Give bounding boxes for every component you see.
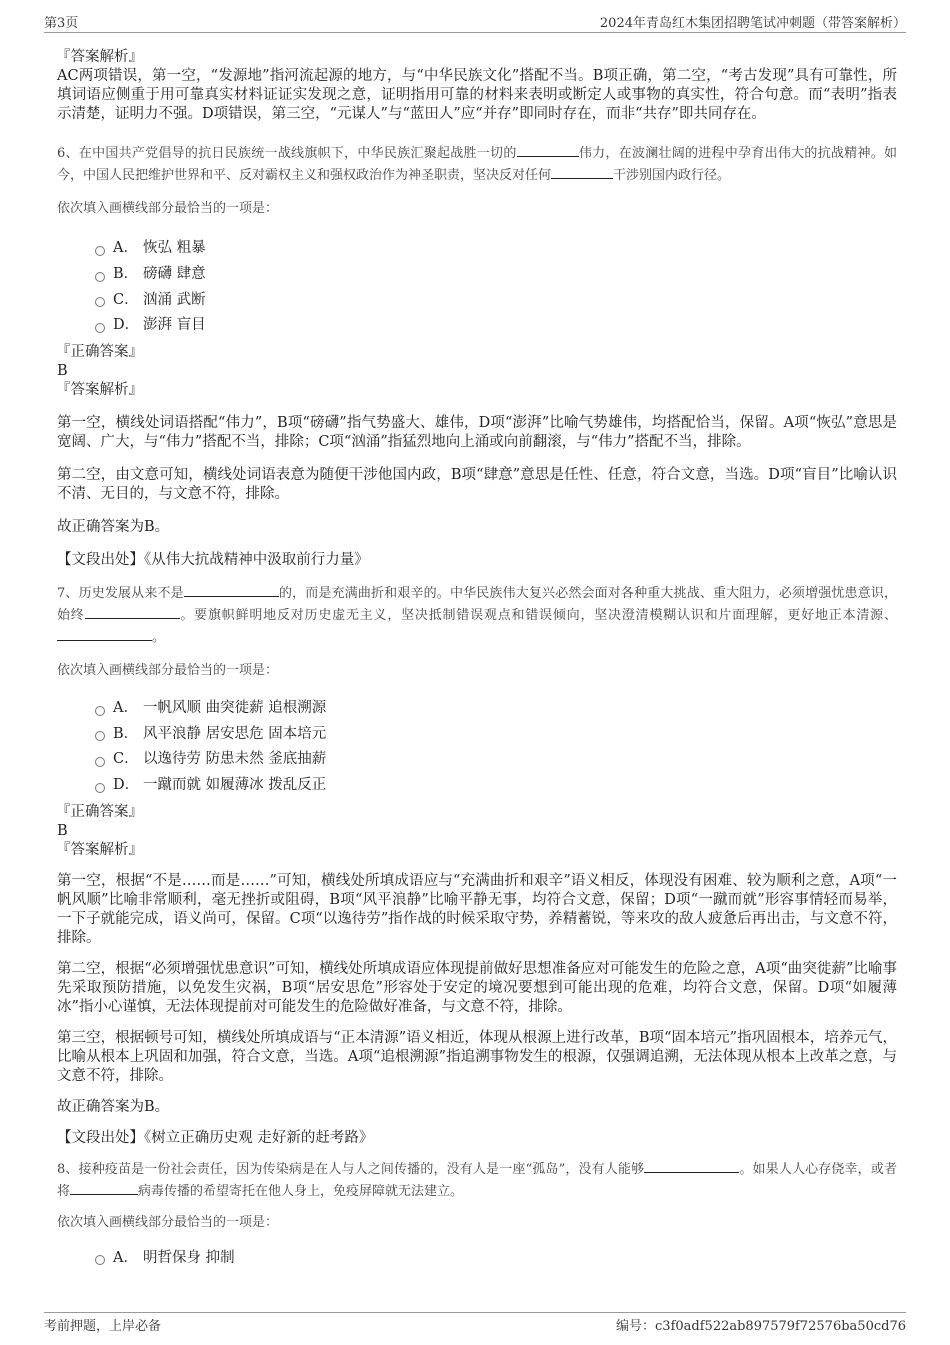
document-title: 2024年青岛红木集团招聘笔试冲刺题（带答案解析） — [599, 16, 906, 31]
q7-instruction: 依次填入画横线部分最恰当的一项是： — [57, 662, 279, 678]
q6-source: 【文段出处】《从伟大抗战精神中汲取前行力量》 — [57, 551, 369, 568]
radio-icon[interactable] — [95, 272, 105, 282]
q8-instruction: 依次填入画横线部分最恰当的一项是： — [57, 1214, 279, 1230]
radio-icon[interactable] — [95, 757, 105, 767]
q6-analysis-3: 故正确答案为B。 — [57, 518, 170, 535]
q7-analysis-4: 故正确答案为B。 — [57, 1098, 170, 1115]
q8-option-a[interactable]: A． 明哲保身 抑制 — [95, 1246, 897, 1272]
q6-option-d[interactable]: D． 澎湃 盲目 — [95, 313, 897, 339]
radio-icon[interactable] — [95, 1255, 105, 1265]
q7-stem: 7、历史发展从来不是 的，而是充满曲折和艰辛的。中华民族伟大复兴必然会面对各种重大挑战、重大阻力，必须增强忧患意识，始终 。要旗帜鲜明地反对历史虚无主义，坚决抵制错误观点和错误倾向，坚决澄清模糊认识和片面理解，更好地正本清源、。 — [57, 582, 897, 648]
radio-icon[interactable] — [95, 323, 105, 333]
q7-blank-1 — [184, 582, 279, 597]
q7-option-b[interactable]: B． 风平浪静 居安思危 固本培元 — [95, 721, 897, 747]
footer-slogan: 考前押题，上岸必备 — [44, 1319, 162, 1334]
q6-options — [95, 236, 897, 339]
q7-answer: B — [57, 822, 68, 839]
radio-icon[interactable] — [95, 783, 105, 793]
q6-blank-1 — [517, 142, 579, 157]
q7-source: 【文段出处】《树立正确历史观 走好新的赶考路》 — [57, 1129, 374, 1146]
radio-icon[interactable] — [95, 706, 105, 716]
page-number: 第3页 — [44, 16, 79, 31]
q7-analysis-3: 第三空，根据顿号可知，横线处所填成语与“正本清源”语义相近，体现从根源上进行改革，B项“固本培元”指巩固根本，培养元气，比喻从根本上巩固和加强，符合文意，当选。A项“追根溯源”指追溯事物发生的根源，仅强调追溯，无法体现从根本上改革之意，与文意不符，排除。 — [57, 1029, 897, 1084]
q6-option-b[interactable]: B． 磅礴 肆意 — [95, 262, 897, 288]
q7-blank-3 — [57, 626, 152, 641]
q7-option-c[interactable]: C． 以逸待劳 防患未然 釜底抽薪 — [95, 747, 897, 773]
q6-correct-label: 『正确答案』 — [56, 343, 143, 360]
q6-answer: B — [57, 362, 68, 379]
q6-analysis-2: 第二空，由文意可知，横线处词语表意为随便干涉他国内政，B项“肆意”意思是任性、任意，符合文意，当选。D项“盲目”比喻认识不清、无目的，与文意不符，排除。 — [57, 466, 897, 502]
q8-blank-2 — [70, 1180, 138, 1195]
radio-icon[interactable] — [95, 731, 105, 741]
page-footer — [44, 1312, 906, 1335]
q6-option-a[interactable]: A． 恢弘 粗暴 — [95, 236, 897, 262]
q6-option-c[interactable]: C． 汹涌 武断 — [95, 287, 897, 313]
radio-icon[interactable] — [95, 297, 105, 307]
document-id: 编号：c3f0adf522ab897579f72576ba50cd76 — [616, 1319, 906, 1334]
q7-analysis-2: 第二空，根据“必须增强忧患意识”可知，横线处所填成语应体现提前做好思想准备应对可能发生的危险之意，A项“曲突徙薪”比喻事先采取预防措施，以免发生灾祸，B项“居安思危”形容处于安定的境况要想到可能出现的危难，均符合文意，保留。D项“如履薄冰”指小心谨慎，无法体现提前对可能发生的危险做好准备，与文意不符，排除。 — [57, 960, 897, 1015]
q8-blank-1 — [644, 1158, 739, 1173]
q6-blank-2 — [551, 164, 613, 179]
page-header — [44, 12, 906, 33]
q6-analysis-1: 第一空，横线处词语搭配“伟力”，B项“磅礴”指气势盛大、雄伟，D项“澎湃”比喻气势雄伟，均搭配恰当，保留。A项“恢弘”意思是宽阔、广大，与“伟力”搭配不当，排除；C项“汹涌”指猛烈地向上涌或向前翻滚，与“伟力”搭配不当，排除。 — [57, 414, 897, 450]
q7-blank-2 — [85, 604, 180, 619]
q6-stem: 6、在中国共产党倡导的抗日民族统一战线旗帜下，中华民族汇聚起战胜一切的 伟力，在波澜壮阔的进程中孕育出伟大的抗战精神。如今，中国人民把维护世界和平、反对霸权主义和强权政治作为神圣职责，坚决反对任何 干涉别国内政行径。 — [57, 142, 897, 186]
q7-analysis-label: 『答案解析』 — [56, 841, 143, 858]
q8-stem: 8、接种疫苗是一份社会责任，因为传染病是在人与人之间传播的，没有人是一座“孤岛”，没有人能够 。如果人人心存侥幸，或者将 病毒传播的希望寄托在他人身上，免疫屏障就无法建立。 — [57, 1158, 897, 1202]
q5-analysis: AC两项错误，第一空，“发源地”指河流起源的地方，与“中华民族文化”搭配不当。B项正确，第二空，“考古发现”具有可靠性，所填词语应侧重于用可靠真实材料证证实发现之意，证明指用可靠的材料来表明或断定人或事物的真实性，符合句意。而“表明”指表示清楚，证明力不强。D项错误，第三空，“元谋人”与“蓝田人”应“并存”即同时存在，而非“共存”即共同存在。 — [57, 68, 897, 122]
q7-analysis-1: 第一空，根据“不是……而是……”可知，横线处所填成语应与“充满曲折和艰辛”语义相反，体现没有困难、较为顺利之意，A项“一帆风顺”比喻非常顺利，毫无挫折或阻碍，B项“风平浪静”比喻平静无事，均符合文意，保留；D项“一蹴而就”形容事情轻而易举，一下子就能完成，语义尚可，保留。C项“以逸待劳”指作战的时候采取守势，养精蓄锐，等来攻的敌人疲惫后再出击，与文意不符，排除。 — [57, 872, 897, 946]
q7-options — [95, 696, 897, 799]
q6-analysis-label: 『答案解析』 — [56, 381, 143, 398]
q5-analysis-label: 『答案解析』 — [56, 49, 143, 65]
q7-option-d[interactable]: D． 一蹴而就 如履薄冰 拨乱反正 — [95, 773, 897, 799]
q7-correct-label: 『正确答案』 — [56, 803, 143, 820]
page-content — [57, 48, 897, 1271]
q6-instruction: 依次填入画横线部分最恰当的一项是： — [57, 201, 279, 216]
radio-icon[interactable] — [95, 246, 105, 256]
q8-options — [95, 1246, 897, 1272]
q7-option-a[interactable]: A． 一帆风顺 曲突徙薪 追根溯源 — [95, 696, 897, 722]
